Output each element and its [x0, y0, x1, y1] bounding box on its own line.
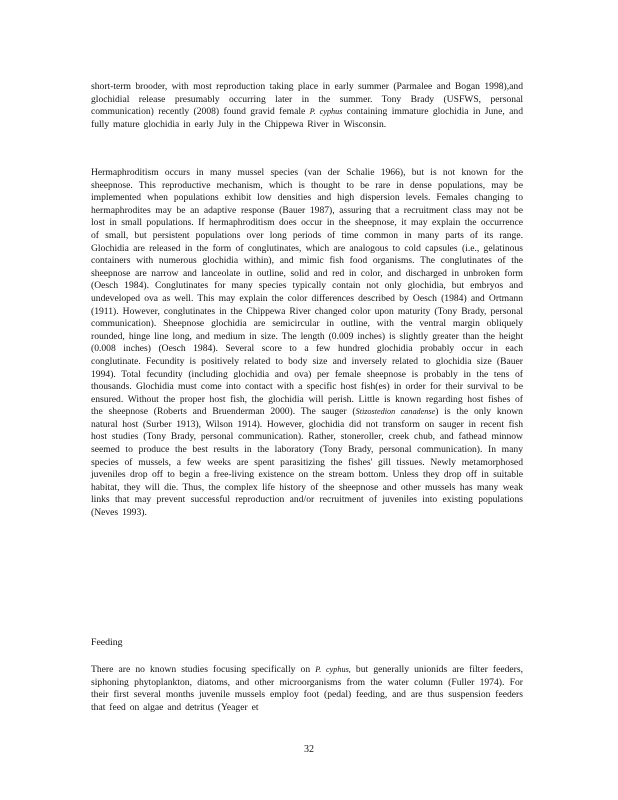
species-name: Stizostedion canadense	[355, 407, 436, 417]
section-heading-feeding: Feeding	[91, 637, 123, 648]
paragraph-feeding	[91, 664, 523, 714]
paragraph-reproduction	[91, 81, 523, 131]
species-name: P. cyphus,	[315, 665, 351, 674]
page-number: 32	[304, 744, 314, 755]
text-segment: ) is the only known natural host (Surber 1913), Wilson 1914). However, glochidia did not transform on sauger in recent fish host studies (Tony Brady, personal communication). Rather, stoneroller, creek chub, and fathead minnow seemed to produce the best results in the laboratory (Tony Brady, personal communication). In many species of mussels, a few weeks are spent parasitizing the fishes' gill tissues. Newly metamorphosed juveniles drop off to begin a free-living existence on the stream bottom. Unless they drop off in suitable habitat, they will die. Thus, the complex life history of the sheepnose and other mussels has many weak links that may prevent successful reproduction and/or recruitment of juveniles into existing populations (Neves 1993).	[91, 406, 523, 519]
text-segment: There are no known studies focusing specifically on	[91, 664, 316, 675]
text-segment: short-term brooder, with most reproduction taking place in early summer (Parmalee and Bogan 1998),and glochidial release presumably occurring later in the summer. Tony Brady (USFWS, personal communication) recently (2008) found gravid female	[91, 81, 523, 118]
text-segment: but generally unionids are filter feeders, siphoning phytoplankton, diatoms, and other microorganisms from the water column (Fuller 1974). For their first several months juvenile mussels employ foot (pedal) feeding, and are thus suspension feeders that feed on algae and detritus (Yeager et	[91, 664, 523, 713]
species-name: P. cyphus	[309, 107, 343, 117]
text-segment: Hermaphroditism occurs in many mussel species (van der Schalie 1966), but is not known for the sheepnose. This reproductive mechanism, which is thought to be rare in dense populations, may be implemented when populations exhibit low densities and high dispersion levels. Females changing to hermaphrodites may be an adaptive response (Bauer 1987), assuring that a recruitment class may not be lost in small populations. If hermaphroditism does occur in the sheepnose, it may explain the occurrence of small, but persistent populations over long periods of time common in many parts of its range. Glochidia are released in the form of conglutinates, which are analogous to cold capsules (i.e., gelatinous containers with numerous glochidia within), and mimic fish food organisms. The conglutinates of the sheepnose are narrow and lanceolate in outline, solid and red in color, and discharged in unbroken form (Oesch 1984). Conglutinates for many species typically contain not only glochidia, but embryos and undeveloped ova as well. This may explain the color differences described by Oesch (1984) and Ortmann (1911). However, conglutinates in the Chippewa River changed color upon maturity (Tony Brady, personal communication). Sheepnose glochidia are semicircular in outline, with the ventral margin obliquely rounded, hinge line long, and medium in size. The length (0.009 inches) is slightly greater than the height (0.008 inches) (Oesch 1984). Several score to a few hundred glochidia probably occur in each conglutinate. Fecundity is positively related to body size and inversely related to glochidia size (Bauer 1994). Total fecundity (including glochidia and ova) per female sheepnose is probably in the tens of thousands. Glochidia must come into contact with a specific host fish(es) in order for their survival to be ensured. Without the proper host fish, the glochidia will perish. Little is known regarding host fishes of the sheepnose (Roberts and Bruenderman 2000). The sauger (	[91, 167, 523, 418]
text-segment: containing immature glochidia in June, and fully mature glochidia in early July in the Chippewa River in Wisconsin.	[91, 106, 523, 130]
paragraph-hermaphroditism	[91, 167, 523, 520]
